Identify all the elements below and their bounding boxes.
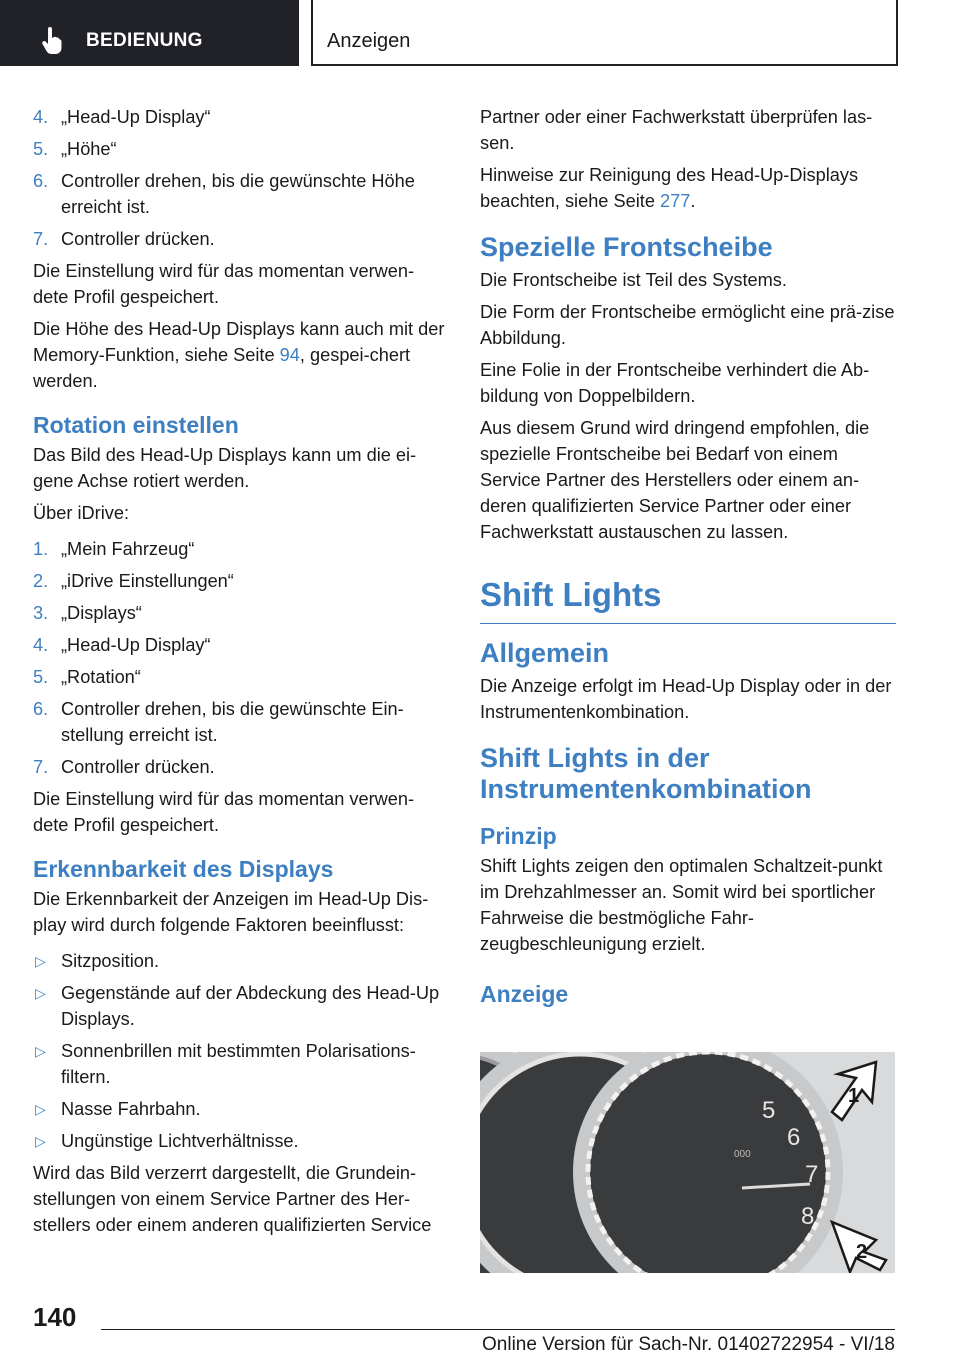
step-text: Controller drehen, bis die gewünschte Höhe erreicht ist.	[61, 171, 415, 217]
step-text: „Head-Up Display“	[61, 107, 211, 127]
hand-pointer-icon	[40, 27, 64, 55]
step-list-rotation	[33, 536, 449, 780]
paragraph: Über iDrive:	[33, 503, 130, 523]
list-item-text: Nasse Fahrbahn.	[61, 1099, 201, 1119]
list-step	[33, 536, 449, 562]
triangle-bullet-icon: ▷	[35, 985, 46, 1001]
paragraph: Die Einstellung wird für das momentan verwen-dete Profil gespeichert.	[33, 789, 415, 835]
list-step	[33, 226, 449, 252]
heading-erkennbarkeit: Erkennbarkeit des Displays	[33, 856, 334, 882]
paragraph: Eine Folie in der Frontscheibe verhindert die Ab-bildung von Doppelbildern.	[480, 360, 870, 406]
heading-prinzip: Prinzip	[480, 823, 557, 849]
step-number: 1.	[33, 539, 49, 559]
svg-text:5: 5	[762, 1097, 776, 1124]
step-text: „Displays“	[61, 603, 142, 623]
heading-shift-lights: Shift Lights	[480, 575, 896, 624]
chapter-label: Anzeigen	[327, 30, 411, 52]
svg-text:8: 8	[801, 1203, 815, 1230]
heading-anzeige: Anzeige	[480, 981, 569, 1007]
triangle-bullet-icon: ▷	[35, 1043, 46, 1059]
paragraph: Wird das Bild verzerrt dargestellt, die Grundein-stellungen von einem Service Partner des Her-stellers oder einem anderen qualifizierten Service	[33, 1163, 432, 1235]
list-step	[33, 600, 449, 626]
list-step	[33, 104, 449, 130]
svg-text:2: 2	[856, 1241, 868, 1263]
triangle-bullet-icon: ▷	[35, 953, 46, 969]
section-tab-bedienung[interactable]	[0, 0, 299, 66]
heading-spezielle-frontscheibe: Spezielle Frontscheibe	[480, 232, 773, 262]
list-item	[33, 980, 449, 1032]
list-item-text: Gegenstände auf der Abdeckung des Head-Up Displays.	[61, 983, 440, 1029]
svg-text:7: 7	[805, 1161, 819, 1188]
list-step	[33, 568, 449, 594]
step-text: „Head-Up Display“	[61, 635, 211, 655]
paragraph: Das Bild des Head-Up Displays kann um die ei-gene Achse rotiert werden.	[33, 445, 417, 491]
paragraph: Die Frontscheibe ist Teil des Systems.	[480, 270, 787, 290]
tachometer-figure	[480, 1052, 895, 1273]
shift-lights-illustration	[480, 1052, 895, 1273]
list-step	[33, 136, 449, 162]
list-item-text: Ungünstige Lichtverhältnisse.	[61, 1131, 299, 1151]
paragraph: Shift Lights zeigen den optimalen Schaltzeit-punkt im Drehzahlmesser an. Somit wird bei sportlicher Fahrweise die bestmögliche Fahr-zeugbeschleunigung erzielt.	[480, 856, 883, 954]
list-item	[33, 1096, 449, 1122]
step-text: „Höhe“	[61, 139, 117, 159]
svg-text:1: 1	[848, 1085, 860, 1107]
step-text: „Rotation“	[61, 667, 141, 687]
paragraph: Partner oder einer Fachwerkstatt überprüfen las-sen.	[480, 107, 873, 153]
paragraph: Hinweise zur Reinigung des Head-Up-Displays beachten, siehe Seite 277.	[480, 165, 859, 211]
paragraph: Die Erkennbarkeit der Anzeigen im Head-Up Dis-play wird durch folgende Faktoren beeinflusst:	[33, 889, 429, 935]
bullet-list-factors	[33, 948, 449, 1154]
page-link-94[interactable]: 94	[279, 345, 300, 365]
triangle-bullet-icon: ▷	[35, 1133, 46, 1149]
list-item-text: Sonnenbrillen mit bestimmten Polarisations-filtern.	[61, 1041, 416, 1087]
step-number: 7.	[33, 757, 49, 777]
paragraph: Aus diesem Grund wird dringend empfohlen, die spezielle Frontscheibe bei Bedarf von einem Service Partner des Herstellers oder einem an-deren qualifizierten Service Partner oder einer Fachwerkstatt austauschen zu lassen.	[480, 418, 870, 542]
step-text: „iDrive Einstellungen“	[61, 571, 234, 591]
step-text: Controller drehen, bis die gewünschte Ein-stellung erreicht ist.	[61, 699, 404, 745]
list-item	[33, 948, 449, 974]
page-header	[0, 0, 960, 66]
step-number: 4.	[33, 635, 49, 655]
paragraph: Die Anzeige erfolgt im Head-Up Display oder in der Instrumentenkombination.	[480, 676, 892, 722]
list-step	[33, 664, 449, 690]
step-text: Controller drücken.	[61, 757, 215, 777]
triangle-bullet-icon: ▷	[35, 1101, 46, 1117]
chapter-tab-anzeigen[interactable]	[311, 0, 898, 66]
step-number: 5.	[33, 667, 49, 687]
left-column	[33, 104, 449, 1244]
step-number: 5.	[33, 139, 49, 159]
list-item	[33, 1038, 449, 1090]
online-version-note: Online Version für Sach-Nr. 01402722954 - VI/18	[482, 1334, 895, 1355]
paragraph: Die Einstellung wird für das momentan verwen-dete Profil gespeichert.	[33, 261, 415, 307]
step-number: 3.	[33, 603, 49, 623]
list-step	[33, 754, 449, 780]
page-number: 140	[33, 1302, 77, 1332]
list-step	[33, 168, 449, 220]
step-number: 6.	[33, 699, 49, 719]
list-step	[33, 632, 449, 658]
heading-rotation: Rotation einstellen	[33, 412, 239, 438]
step-text: „Mein Fahrzeug“	[61, 539, 195, 559]
step-list-height	[33, 104, 449, 252]
svg-text:000: 000	[734, 1149, 751, 1160]
page-link-277[interactable]: 277	[659, 191, 691, 211]
right-column	[480, 104, 896, 1011]
svg-text:6: 6	[787, 1124, 801, 1151]
heading-shift-lights-instrumentenkombination: Shift Lights in der Instrumentenkombination	[480, 743, 812, 804]
section-label: BEDIENUNG	[86, 30, 203, 51]
paragraph: Die Höhe des Head-Up Displays kann auch mit der Memory-Funktion, siehe Seite 94, gespei-chert werden.	[33, 319, 445, 391]
step-number: 4.	[33, 107, 49, 127]
footer-divider	[101, 1329, 895, 1330]
heading-allgemein: Allgemein	[480, 638, 610, 668]
list-step	[33, 696, 449, 748]
list-item-text: Sitzposition.	[61, 951, 160, 971]
step-number: 2.	[33, 571, 49, 591]
paragraph: Die Form der Frontscheibe ermöglicht eine prä-zise Abbildung.	[480, 302, 895, 348]
list-item	[33, 1128, 449, 1154]
step-text: Controller drücken.	[61, 229, 215, 249]
step-number: 6.	[33, 171, 49, 191]
step-number: 7.	[33, 229, 49, 249]
